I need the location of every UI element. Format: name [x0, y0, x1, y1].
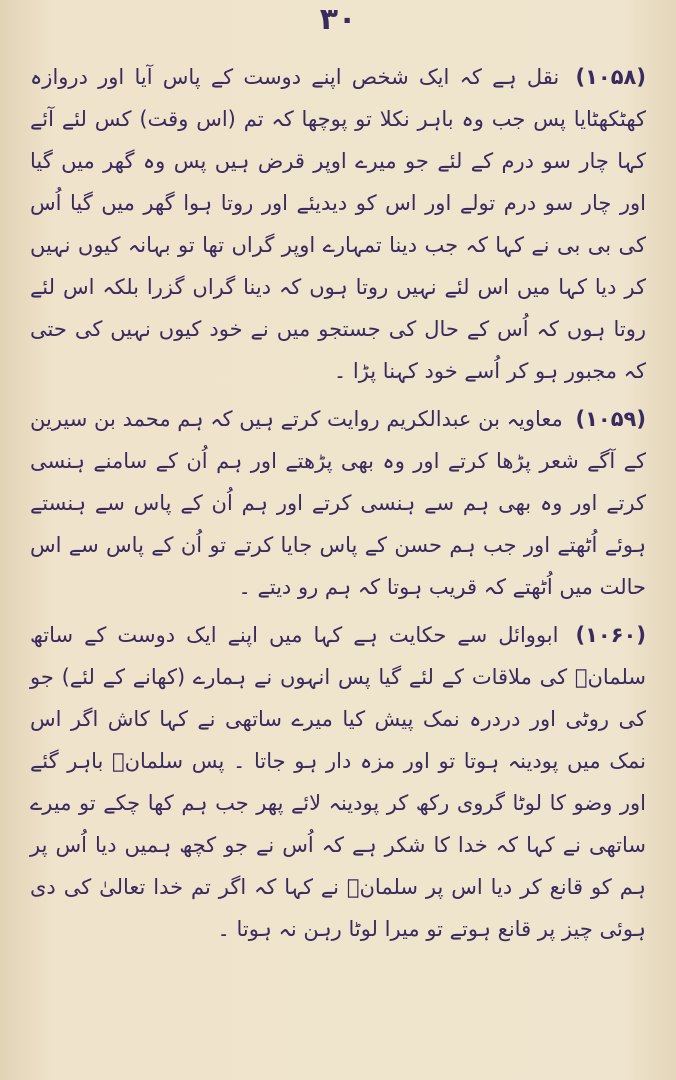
paragraph-1059 — [30, 398, 646, 608]
page-number: ۳۰ — [319, 2, 357, 37]
paragraph-1058 — [30, 56, 646, 392]
paragraph-number: (۱۰۵۹) — [575, 407, 646, 431]
paragraph-number: (۱۰۶۰) — [575, 623, 646, 647]
paragraph-text: نقل ہے کہ ایک شخص اپنے دوست کے پاس آیا اور دروازہ کھٹکھٹایا پس جب وہ باہر نکلا تو پوچھا کہ تم (اس وقت) کس لئے آئے کہا چار سو درم کے لئے جو میرے اوپر قرض ہیں پس وہ گھر میں گیا اور چار سو درم تولے اور اس کو دیدیئے اور روتا ہوا گھر میں گیا اُس کی بی بی نے کہا کہ جب دینا تمہارے اوپر گراں تھا تو بہانہ کیوں نہیں کر دیا کہا میں اس لئے نہیں روتا ہوں کہ دینا گراں گزرا بلکہ اس لئے روتا ہوں کہ اُس کے حال کی جستجو میں نے خود کیوں نہیں کی حتی کہ مجبور ہو کر اُسے خود کہنا پڑا ۔ — [30, 65, 646, 383]
paragraph-text: ابووائل سے حکایت ہے کہا میں اپنے ایک دوست کے ساتھ سلمانؓ کی ملاقات کے لئے گیا پس انہوں نے ہمارے (کھانے کے لئے) جو کی روٹی اور دردرہ نمک پیش کیا میرے ساتھی نے کہا کاش اگر اس نمک میں پودینہ ہوتا تو اور مزہ دار ہو جاتا ۔ پس سلمانؓ باہر گئے اور وضو کا لوٹا گروی رکھ کر پودینہ لائے پھر جب ہم کھا چکے تو میرے ساتھی نے کہا کہ خدا کا شکر ہے کہ اُس نے جو کچھ ہمیں دیا اُس پر ہم کو قانع کر دیا اس پر سلمانؓ نے کہا کہ اگر تم خدا تعالیٰ کی دی ہوئی چیز پر قانع ہوتے تو میرا لوٹا رہن نہ ہوتا ۔ — [30, 623, 646, 941]
page-body — [30, 56, 646, 956]
paragraph-text: معاویہ بن عبدالکریم روایت کرتے ہیں کہ ہم محمد بن سیرین کے آگے شعر پڑھا کرتے اور وہ بھی پڑھتے اور ہم اُن کے سامنے ہنسی کرتے اور وہ بھی ہم سے ہنسی کرتے اور ہم اُن کے پاس سے ہنستے ہوئے اُٹھتے اور جب ہم حسن کے پاس جایا کرتے تو اُن کے پاس سے اس حالت میں اُٹھتے کہ قریب ہوتا کہ ہم رو دیتے ۔ — [30, 407, 646, 599]
paragraph-number: (۱۰۵۸) — [575, 65, 646, 89]
paragraph-1060 — [30, 614, 646, 950]
